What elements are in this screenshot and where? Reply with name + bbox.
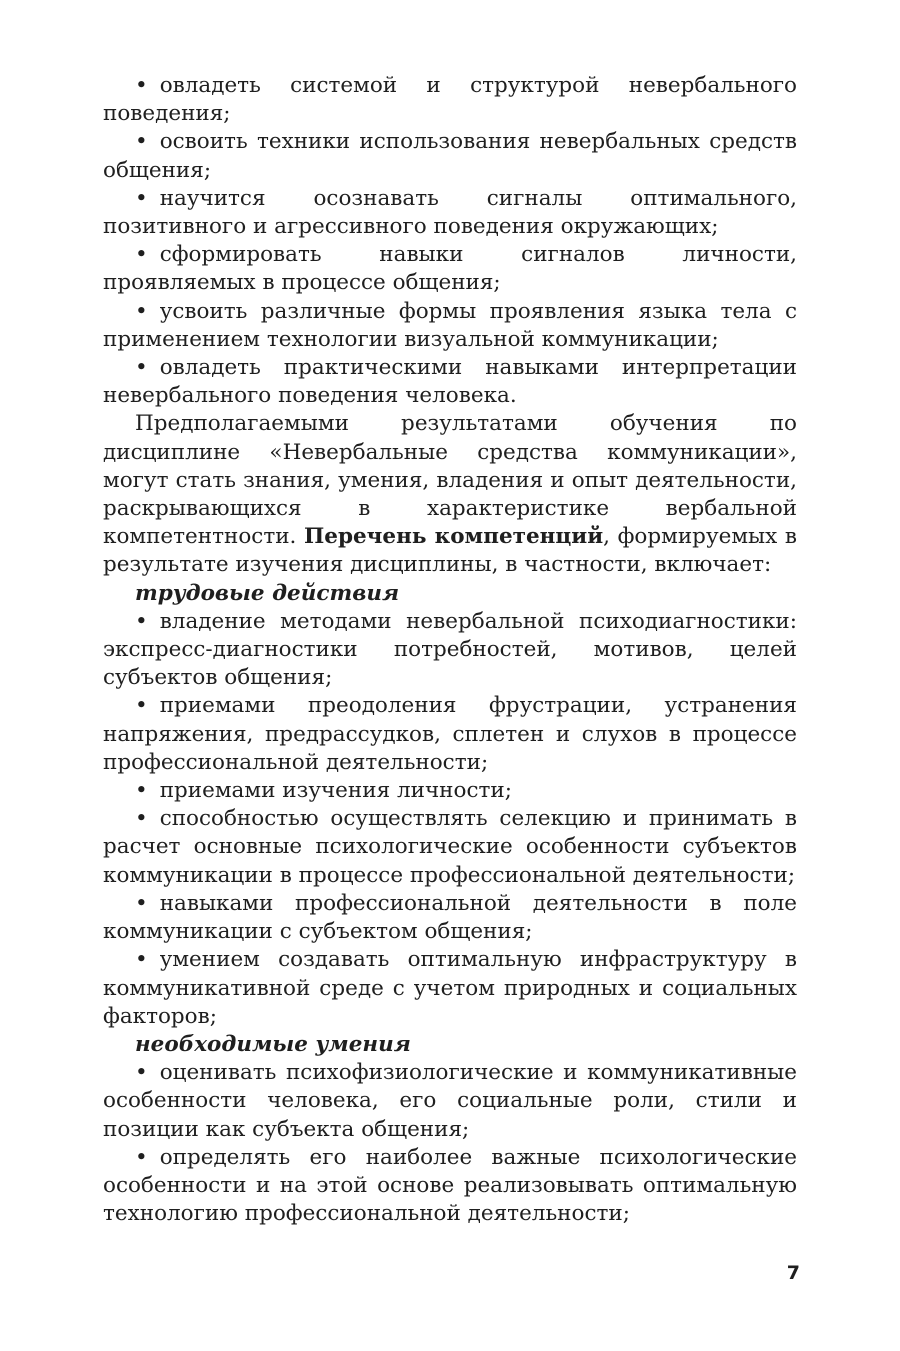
body-paragraph xyxy=(103,410,797,579)
list-item: • овладеть системой и структурой невербального поведения; xyxy=(103,72,797,128)
list-item: • приемами преодоления фрустрации, устранения напряжения, предрассудков, сплетен и слухов в процессе профессиональной деятельности; xyxy=(103,692,797,777)
list-item: • приемами изучения личности; xyxy=(103,777,797,805)
list-item: • научится осознавать сигналы оптимального, позитивного и агрессивного поведения окружающих; xyxy=(103,185,797,241)
paragraph-text: Предполагаемыми результатами обучения по дисциплине «Невербальные средства коммуникации», могут стать знания, умения, владения и опыт деятельности, раскрывающихся в характеристике вербальной компетентности. xyxy=(103,411,797,550)
page-number: 7 xyxy=(786,1262,800,1284)
paragraph-text: , формируемых в результате изучения дисциплины, в частности, включает: xyxy=(103,524,797,578)
list-item: • владение методами невербальной психодиагностики: экспресс-диагностики потребностей, мотивов, целей субъектов общения; xyxy=(103,608,797,693)
bold-term: Перечень компетенций xyxy=(303,524,604,550)
section-heading: необходимые умения xyxy=(135,1031,411,1057)
section-heading: трудовые действия xyxy=(135,580,400,606)
page-body xyxy=(103,72,797,1228)
list-item: • овладеть практическими навыками интерпретации невербального поведения человека. xyxy=(103,354,797,410)
list-item: • усвоить различные формы проявления языка тела с применением технологии визуальной коммуникации; xyxy=(103,298,797,354)
list-item: • умением создавать оптимальную инфраструктуру в коммуникативной среде с учетом природных и социальных факторов; xyxy=(103,946,797,1031)
list-item: • определять его наиболее важные психологические особенности и на этой основе реализовывать оптимальную технологию профессиональной деятельности; xyxy=(103,1144,797,1229)
list-item: • оценивать психофизиологические и коммуникативные особенности человека, его социальные роли, стили и позиции как субъекта общения; xyxy=(103,1059,797,1144)
list-item: • навыками профессиональной деятельности в поле коммуникации с субъектом общения; xyxy=(103,890,797,946)
list-item: • сформировать навыки сигналов личности, проявляемых в процессе общения; xyxy=(103,241,797,297)
list-item: • освоить техники использования невербальных средств общения; xyxy=(103,128,797,184)
list-item: • способностью осуществлять селекцию и принимать в расчет основные психологические особенности субъектов коммуникации в процессе профессиональной деятельности; xyxy=(103,805,797,890)
